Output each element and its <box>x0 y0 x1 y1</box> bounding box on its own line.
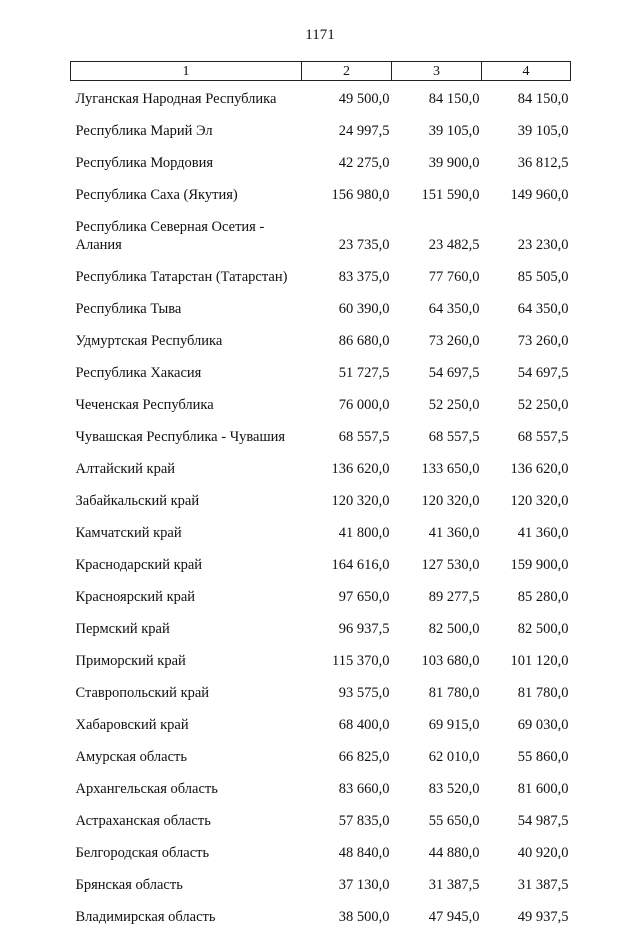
table-header-row <box>71 62 571 81</box>
value-col-3: 31 387,5 <box>392 866 482 898</box>
value-col-4: 55 860,0 <box>482 738 571 770</box>
value-col-3: 44 880,0 <box>392 834 482 866</box>
region-name: Астраханская область <box>71 802 302 834</box>
value-col-3: 103 680,0 <box>392 642 482 674</box>
region-name: Республика Марий Эл <box>71 112 302 144</box>
value-col-4: 120 320,0 <box>482 482 571 514</box>
table-row <box>71 866 571 898</box>
value-col-2: 51 727,5 <box>302 354 392 386</box>
column-header-4: 4 <box>482 62 571 81</box>
table-row <box>71 112 571 144</box>
value-col-4: 41 360,0 <box>482 514 571 546</box>
value-col-3: 84 150,0 <box>392 81 482 113</box>
region-name: Ставропольский край <box>71 674 302 706</box>
value-col-2: 136 620,0 <box>302 450 392 482</box>
value-col-2: 93 575,0 <box>302 674 392 706</box>
value-col-4: 82 500,0 <box>482 610 571 642</box>
table-row <box>71 514 571 546</box>
table-body <box>71 81 571 930</box>
region-name: Забайкальский край <box>71 482 302 514</box>
region-name: Красноярский край <box>71 578 302 610</box>
value-col-4: 49 937,5 <box>482 898 571 930</box>
table-row <box>71 578 571 610</box>
table-row <box>71 674 571 706</box>
table-row <box>71 610 571 642</box>
table-row <box>71 802 571 834</box>
value-col-3: 68 557,5 <box>392 418 482 450</box>
region-name: Архангельская область <box>71 770 302 802</box>
value-col-2: 156 980,0 <box>302 176 392 208</box>
table-row <box>71 546 571 578</box>
region-name: Республика Северная Осетия - Алания <box>71 208 302 258</box>
value-col-4: 73 260,0 <box>482 322 571 354</box>
value-col-4: 36 812,5 <box>482 144 571 176</box>
region-name: Республика Саха (Якутия) <box>71 176 302 208</box>
table-row <box>71 706 571 738</box>
value-col-3: 52 250,0 <box>392 386 482 418</box>
value-col-2: 76 000,0 <box>302 386 392 418</box>
value-col-2: 120 320,0 <box>302 482 392 514</box>
value-col-2: 66 825,0 <box>302 738 392 770</box>
table-row <box>71 450 571 482</box>
value-col-2: 60 390,0 <box>302 290 392 322</box>
value-col-2: 41 800,0 <box>302 514 392 546</box>
value-col-4: 85 280,0 <box>482 578 571 610</box>
value-col-3: 127 530,0 <box>392 546 482 578</box>
value-col-2: 97 650,0 <box>302 578 392 610</box>
region-name: Чувашская Республика - Чувашия <box>71 418 302 450</box>
value-col-4: 136 620,0 <box>482 450 571 482</box>
region-name: Алтайский край <box>71 450 302 482</box>
table-row <box>71 386 571 418</box>
table-row <box>71 290 571 322</box>
table-row <box>71 738 571 770</box>
regional-data-table <box>70 61 571 930</box>
value-col-3: 151 590,0 <box>392 176 482 208</box>
value-col-2: 57 835,0 <box>302 802 392 834</box>
region-name: Луганская Народная Республика <box>71 81 302 113</box>
value-col-4: 23 230,0 <box>482 208 571 258</box>
region-name: Белгородская область <box>71 834 302 866</box>
value-col-2: 96 937,5 <box>302 610 392 642</box>
value-col-4: 40 920,0 <box>482 834 571 866</box>
region-name: Чеченская Республика <box>71 386 302 418</box>
value-col-3: 77 760,0 <box>392 258 482 290</box>
value-col-2: 38 500,0 <box>302 898 392 930</box>
value-col-3: 55 650,0 <box>392 802 482 834</box>
region-name: Республика Хакасия <box>71 354 302 386</box>
table-row <box>71 176 571 208</box>
table-row <box>71 642 571 674</box>
column-header-3: 3 <box>392 62 482 81</box>
value-col-4: 68 557,5 <box>482 418 571 450</box>
value-col-4: 52 250,0 <box>482 386 571 418</box>
value-col-4: 31 387,5 <box>482 866 571 898</box>
region-name: Хабаровский край <box>71 706 302 738</box>
value-col-2: 86 680,0 <box>302 322 392 354</box>
value-col-4: 84 150,0 <box>482 81 571 113</box>
value-col-2: 24 997,5 <box>302 112 392 144</box>
region-name: Амурская область <box>71 738 302 770</box>
value-col-3: 54 697,5 <box>392 354 482 386</box>
value-col-2: 115 370,0 <box>302 642 392 674</box>
table-row <box>71 354 571 386</box>
column-header-1: 1 <box>71 62 302 81</box>
value-col-3: 41 360,0 <box>392 514 482 546</box>
table-row <box>71 208 571 258</box>
value-col-3: 62 010,0 <box>392 738 482 770</box>
table-row <box>71 834 571 866</box>
value-col-3: 23 482,5 <box>392 208 482 258</box>
value-col-2: 68 557,5 <box>302 418 392 450</box>
value-col-2: 23 735,0 <box>302 208 392 258</box>
value-col-3: 64 350,0 <box>392 290 482 322</box>
region-name: Краснодарский край <box>71 546 302 578</box>
region-name: Пермский край <box>71 610 302 642</box>
value-col-3: 73 260,0 <box>392 322 482 354</box>
value-col-4: 39 105,0 <box>482 112 571 144</box>
value-col-3: 39 105,0 <box>392 112 482 144</box>
value-col-2: 37 130,0 <box>302 866 392 898</box>
value-col-4: 149 960,0 <box>482 176 571 208</box>
column-header-2: 2 <box>302 62 392 81</box>
value-col-3: 47 945,0 <box>392 898 482 930</box>
region-name: Владимирская область <box>71 898 302 930</box>
value-col-3: 89 277,5 <box>392 578 482 610</box>
value-col-4: 159 900,0 <box>482 546 571 578</box>
page-number: 1171 <box>0 26 640 44</box>
value-col-2: 68 400,0 <box>302 706 392 738</box>
value-col-4: 101 120,0 <box>482 642 571 674</box>
value-col-4: 81 780,0 <box>482 674 571 706</box>
value-col-2: 83 375,0 <box>302 258 392 290</box>
value-col-2: 164 616,0 <box>302 546 392 578</box>
value-col-2: 83 660,0 <box>302 770 392 802</box>
value-col-3: 133 650,0 <box>392 450 482 482</box>
region-name: Камчатский край <box>71 514 302 546</box>
value-col-3: 82 500,0 <box>392 610 482 642</box>
value-col-3: 83 520,0 <box>392 770 482 802</box>
value-col-4: 85 505,0 <box>482 258 571 290</box>
value-col-4: 81 600,0 <box>482 770 571 802</box>
region-name: Приморский край <box>71 642 302 674</box>
value-col-2: 49 500,0 <box>302 81 392 113</box>
value-col-3: 81 780,0 <box>392 674 482 706</box>
value-col-3: 69 915,0 <box>392 706 482 738</box>
table-row <box>71 770 571 802</box>
value-col-3: 39 900,0 <box>392 144 482 176</box>
region-name: Брянская область <box>71 866 302 898</box>
value-col-3: 120 320,0 <box>392 482 482 514</box>
table-row <box>71 258 571 290</box>
table-row <box>71 144 571 176</box>
region-name: Удмуртская Республика <box>71 322 302 354</box>
table-row <box>71 482 571 514</box>
region-name: Республика Тыва <box>71 290 302 322</box>
value-col-4: 69 030,0 <box>482 706 571 738</box>
value-col-4: 64 350,0 <box>482 290 571 322</box>
value-col-2: 42 275,0 <box>302 144 392 176</box>
table-row <box>71 81 571 113</box>
region-name: Республика Татарстан (Татарстан) <box>71 258 302 290</box>
table-row <box>71 418 571 450</box>
table-row <box>71 322 571 354</box>
region-name: Республика Мордовия <box>71 144 302 176</box>
value-col-2: 48 840,0 <box>302 834 392 866</box>
value-col-4: 54 697,5 <box>482 354 571 386</box>
value-col-4: 54 987,5 <box>482 802 571 834</box>
